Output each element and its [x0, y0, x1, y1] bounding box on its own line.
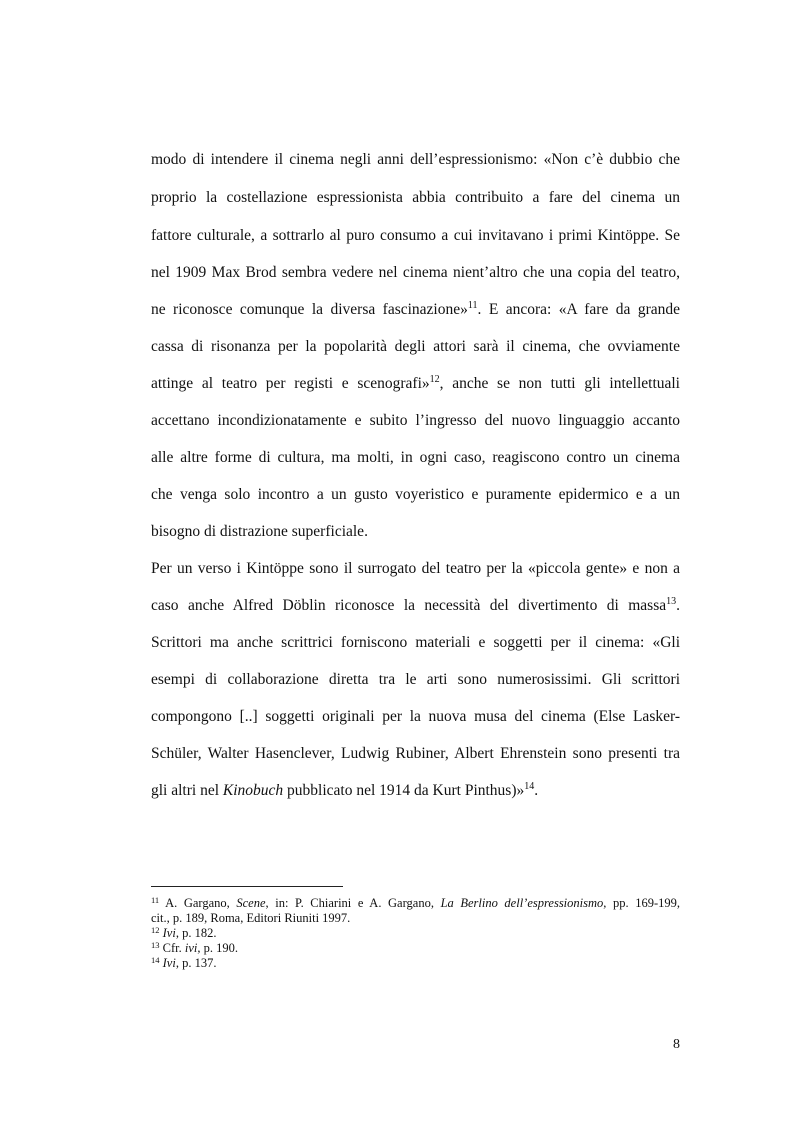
- text-run: p. 190.: [200, 941, 238, 955]
- body-line: Scrittori ma anche scrittrici forniscono materiali e soggetti per il cinema: «Gli: [151, 634, 680, 651]
- body-line: che venga solo incontro a un gusto voyeristico e puramente epidermico e a un: [151, 486, 680, 503]
- text-run: A. Gargano,: [159, 896, 237, 910]
- body-line: cassa di risonanza per la popolarità degli attori sarà il cinema, che ovviamente: [151, 338, 680, 355]
- body-line: bisogno di distrazione superficiale.: [151, 523, 368, 540]
- text-run: Cfr.: [159, 941, 185, 955]
- italic-title: ivi,: [184, 941, 201, 955]
- body-line: nel 1909 Max Brod sembra vedere nel cinema nient’altro che una copia del teatro,: [151, 264, 680, 281]
- footnote-number: 14: [151, 955, 160, 965]
- body-line: modo di intendere il cinema negli anni dell’espressionismo: «Non c’è dubbio che: [151, 151, 680, 168]
- italic-title: Scene: [236, 896, 266, 910]
- body-line: Per un verso i Kintöppe sono il surrogato del teatro per la «piccola gente» e non a: [151, 560, 680, 577]
- footnote-14: [151, 956, 680, 970]
- text-run: pubblicato nel 1914 da Kurt Pinthus)»: [283, 782, 525, 799]
- italic-title: Ivi: [162, 926, 176, 940]
- text-run: , pp. 169-199,: [603, 896, 680, 910]
- footnote-number: 13: [151, 940, 160, 950]
- footnote-12: [151, 926, 680, 940]
- italic-title: Kinobuch: [222, 782, 284, 799]
- body-line: compongono [..] soggetti originali per la nuova musa del cinema (Else Lasker-: [151, 708, 680, 725]
- footnote-number: 12: [151, 925, 160, 935]
- footnote-ref-13[interactable]: 13: [666, 596, 677, 607]
- body-line: [151, 596, 680, 616]
- footnote-11: [151, 896, 680, 910]
- body-line: proprio la costellazione espressionista abbia contribuito a fare del cinema un: [151, 189, 680, 206]
- text-run: .: [676, 597, 680, 614]
- body-line: [151, 781, 680, 801]
- text-run: , p. 137.: [175, 956, 217, 970]
- text-run: . E ancora: «A fare da grande: [477, 301, 681, 318]
- footnote-13: [151, 941, 680, 955]
- italic-title: Ivi: [162, 956, 176, 970]
- footnote-number: 11: [151, 895, 160, 905]
- text-run: gli altri nel: [151, 782, 223, 799]
- footnote-ref-11[interactable]: 11: [467, 300, 478, 311]
- text-run: , in: P. Chiarini e A. Gargano,: [265, 896, 441, 910]
- body-line: esempi di collaborazione diretta tra le arti sono numerosissimi. Gli scrittori: [151, 671, 680, 688]
- italic-title: La Berlino dell’espressionismo: [440, 896, 604, 910]
- text-run: ne riconosce comunque la diversa fascinazione»: [151, 301, 468, 318]
- text-run: , anche se non tutti gli intellettuali: [439, 375, 680, 392]
- footnote-ref-12[interactable]: 12: [429, 374, 440, 385]
- text-run: .: [534, 782, 539, 799]
- text-run: , p. 182.: [175, 926, 217, 940]
- text-run: caso anche Alfred Döblin riconosce la necessità del divertimento di massa: [151, 597, 667, 614]
- footnote-separator: [151, 886, 343, 887]
- body-line: accettano incondizionatamente e subito l’ingresso del nuovo linguaggio accanto: [151, 412, 680, 429]
- body-line: alle altre forme di cultura, ma molti, in ogni caso, reagiscono contro un cinema: [151, 449, 680, 466]
- footnote-11-cont: cit., p. 189, Roma, Editori Riuniti 1997.: [151, 911, 351, 925]
- text-run: attinge al teatro per registi e scenografi»: [151, 375, 430, 392]
- body-line: fattore culturale, a sottrarlo al puro consumo a cui invitavano i primi Kintöppe. Se: [151, 227, 680, 244]
- footnote-ref-14[interactable]: 14: [524, 781, 535, 792]
- page-number: 8: [673, 1037, 680, 1052]
- body-line: [151, 300, 680, 320]
- body-line: Schüler, Walter Hasenclever, Ludwig Rubiner, Albert Ehrenstein sono presenti tra: [151, 745, 680, 762]
- body-line: [151, 374, 680, 394]
